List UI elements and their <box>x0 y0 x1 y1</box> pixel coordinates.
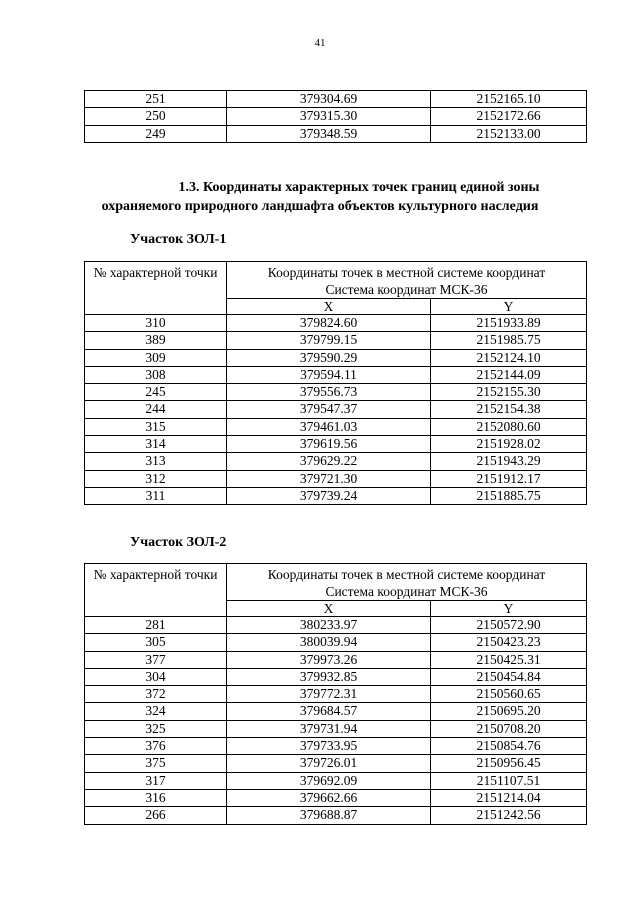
table-row <box>85 125 587 142</box>
cell-x: 379662.66 <box>227 789 431 806</box>
table-row <box>85 772 587 789</box>
cell-x: 379731.94 <box>227 720 431 737</box>
table-row <box>85 91 587 108</box>
cell-y: 2150695.20 <box>431 703 587 720</box>
cell-y: 2151933.89 <box>431 315 587 332</box>
table-row <box>85 349 587 366</box>
table-row <box>85 755 587 772</box>
header-y: Y <box>431 601 587 617</box>
header-point-number: № характерной точки <box>85 564 227 617</box>
cell-x: 379824.60 <box>227 315 431 332</box>
section-title-zol-2: Участок ЗОЛ-2 <box>130 535 227 550</box>
header-x: X <box>227 601 431 617</box>
header-coordinates-line-1: Координаты точек в местной системе координат <box>267 265 546 280</box>
table-row <box>85 617 587 634</box>
table-row <box>85 384 587 401</box>
table-row <box>85 703 587 720</box>
cell-point-number: 315 <box>85 418 227 435</box>
cell-x: 379461.03 <box>227 418 431 435</box>
cell-x: 379594.11 <box>227 366 431 383</box>
cell-y: 2152165.10 <box>431 91 587 108</box>
header-y: Y <box>431 299 587 315</box>
cell-point-number: 316 <box>85 789 227 806</box>
cell-y: 2151912.17 <box>431 470 587 487</box>
cell-point-number: 313 <box>85 453 227 470</box>
header-coordinates <box>227 262 587 299</box>
cell-point-number: 375 <box>85 755 227 772</box>
cell-y: 2151214.04 <box>431 789 587 806</box>
cell-point-number: 389 <box>85 332 227 349</box>
cell-point-number: 314 <box>85 436 227 453</box>
cell-x: 379721.30 <box>227 470 431 487</box>
section-heading <box>0 178 640 216</box>
cell-x: 379932.85 <box>227 668 431 685</box>
heading-line-1: 1.3. Координаты характерных точек границ единой зоны <box>178 180 540 195</box>
coordinates-table-zol-2 <box>84 563 587 825</box>
cell-y: 2151985.75 <box>431 332 587 349</box>
cell-point-number: 372 <box>85 686 227 703</box>
cell-x: 379799.15 <box>227 332 431 349</box>
table-row <box>85 738 587 755</box>
cell-y: 2152144.09 <box>431 366 587 383</box>
cell-x: 379688.87 <box>227 807 431 824</box>
cell-x: 379556.73 <box>227 384 431 401</box>
coordinates-table-continued <box>84 90 587 143</box>
header-coordinates-line-1: Координаты точек в местной системе координат <box>267 567 546 582</box>
cell-point-number: 312 <box>85 470 227 487</box>
table-header-row <box>85 262 587 299</box>
cell-x: 379739.24 <box>227 487 431 504</box>
cell-y: 2150423.23 <box>431 634 587 651</box>
cell-x: 379684.57 <box>227 703 431 720</box>
cell-point-number: 308 <box>85 366 227 383</box>
cell-x: 379692.09 <box>227 772 431 789</box>
table-row <box>85 487 587 504</box>
cell-point-number: 251 <box>85 91 227 108</box>
cell-y: 2151242.56 <box>431 807 587 824</box>
cell-y: 2150572.90 <box>431 617 587 634</box>
table-row <box>85 470 587 487</box>
cell-x: 379726.01 <box>227 755 431 772</box>
cell-point-number: 311 <box>85 487 227 504</box>
table-row <box>85 807 587 824</box>
page-number: 41 <box>314 37 326 49</box>
cell-x: 379590.29 <box>227 349 431 366</box>
heading-line-2: охраняемого природного ландшафта объектов культурного наследия <box>101 199 539 214</box>
cell-point-number: 317 <box>85 772 227 789</box>
cell-point-number: 305 <box>85 634 227 651</box>
table-row <box>85 401 587 418</box>
cell-y: 2150425.31 <box>431 651 587 668</box>
cell-y: 2150560.65 <box>431 686 587 703</box>
cell-x: 379629.22 <box>227 453 431 470</box>
table-row <box>85 108 587 125</box>
cell-y: 2151943.29 <box>431 453 587 470</box>
table-header-row <box>85 564 587 601</box>
cell-point-number: 249 <box>85 125 227 142</box>
cell-point-number: 304 <box>85 668 227 685</box>
cell-x: 379733.95 <box>227 738 431 755</box>
cell-point-number: 266 <box>85 807 227 824</box>
cell-x: 379973.26 <box>227 651 431 668</box>
cell-x: 380039.94 <box>227 634 431 651</box>
cell-y: 2152124.10 <box>431 349 587 366</box>
cell-y: 2152172.66 <box>431 108 587 125</box>
cell-point-number: 250 <box>85 108 227 125</box>
table-row <box>85 453 587 470</box>
header-coordinates-line-2: Система координат МСК-36 <box>325 584 488 599</box>
cell-x: 379315.30 <box>227 108 431 125</box>
cell-y: 2150708.20 <box>431 720 587 737</box>
cell-y: 2151885.75 <box>431 487 587 504</box>
cell-x: 379547.37 <box>227 401 431 418</box>
cell-x: 379772.31 <box>227 686 431 703</box>
cell-x: 380233.97 <box>227 617 431 634</box>
table-body <box>85 262 587 505</box>
cell-point-number: 377 <box>85 651 227 668</box>
table-body <box>85 564 587 825</box>
cell-point-number: 245 <box>85 384 227 401</box>
cell-point-number: 244 <box>85 401 227 418</box>
cell-y: 2152155.30 <box>431 384 587 401</box>
cell-point-number: 310 <box>85 315 227 332</box>
cell-y: 2150854.76 <box>431 738 587 755</box>
cell-y: 2151107.51 <box>431 772 587 789</box>
cell-x: 379304.69 <box>227 91 431 108</box>
coordinates-table-zol-1 <box>84 261 587 505</box>
header-coordinates-line-2: Система координат МСК-36 <box>325 282 488 297</box>
header-x: X <box>227 299 431 315</box>
cell-y: 2150956.45 <box>431 755 587 772</box>
table-body <box>85 91 587 143</box>
cell-point-number: 324 <box>85 703 227 720</box>
header-point-number: № характерной точки <box>85 262 227 315</box>
cell-point-number: 281 <box>85 617 227 634</box>
table-row <box>85 366 587 383</box>
table-row <box>85 789 587 806</box>
header-coordinates <box>227 564 587 601</box>
table-row <box>85 668 587 685</box>
table-row <box>85 418 587 435</box>
cell-y: 2152133.00 <box>431 125 587 142</box>
cell-y: 2151928.02 <box>431 436 587 453</box>
cell-y: 2152080.60 <box>431 418 587 435</box>
table-row <box>85 686 587 703</box>
cell-point-number: 309 <box>85 349 227 366</box>
table-row <box>85 315 587 332</box>
table-row <box>85 651 587 668</box>
table-row <box>85 436 587 453</box>
cell-x: 379619.56 <box>227 436 431 453</box>
cell-x: 379348.59 <box>227 125 431 142</box>
table-row <box>85 634 587 651</box>
table-row <box>85 332 587 349</box>
cell-point-number: 376 <box>85 738 227 755</box>
table-row <box>85 720 587 737</box>
cell-point-number: 325 <box>85 720 227 737</box>
cell-y: 2150454.84 <box>431 668 587 685</box>
cell-y: 2152154.38 <box>431 401 587 418</box>
section-title-zol-1: Участок ЗОЛ-1 <box>130 232 227 247</box>
